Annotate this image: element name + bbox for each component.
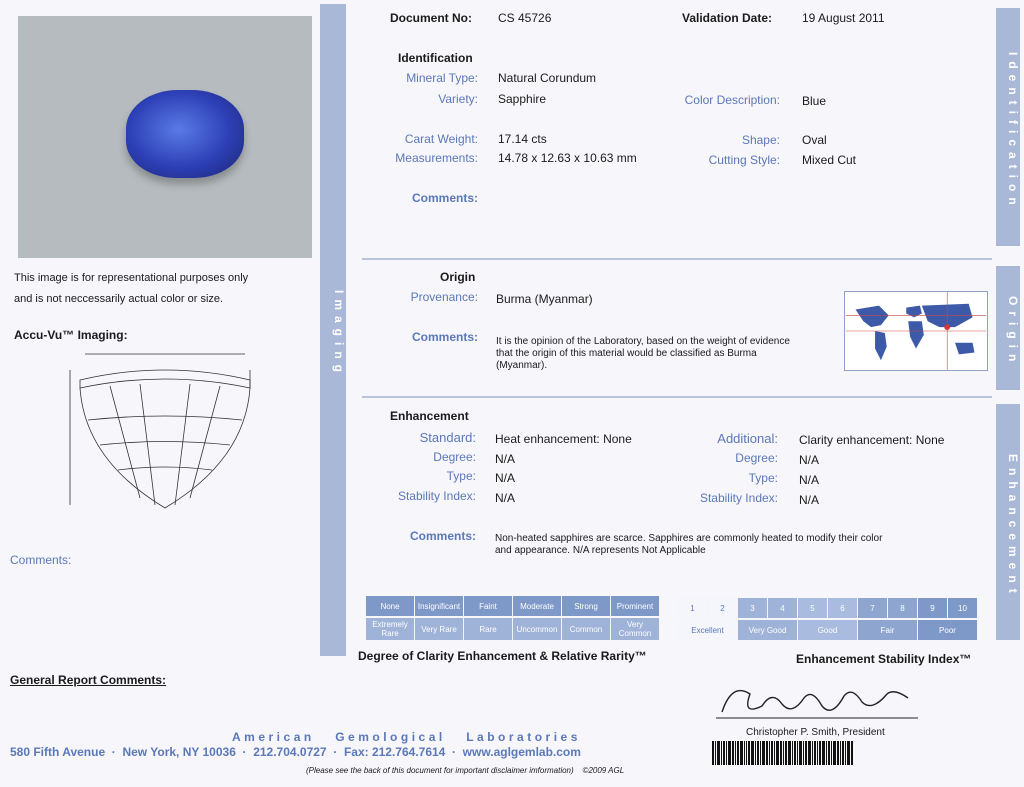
measurements-label: Measurements: bbox=[395, 151, 478, 165]
stability-grade: Poor bbox=[918, 620, 978, 640]
gem-photo bbox=[18, 16, 312, 258]
stability-grade: Fair bbox=[858, 620, 918, 640]
carat-value: 17.14 cts bbox=[498, 132, 547, 146]
stability-scale bbox=[678, 598, 978, 640]
cutting-style-value: Mixed Cut bbox=[802, 153, 857, 167]
additional-label: Additional: bbox=[717, 431, 778, 446]
doc-no: CS 45726 bbox=[498, 11, 552, 25]
stability-number: 5 bbox=[798, 598, 828, 618]
enhancement-comments-label: Comments: bbox=[409, 529, 476, 543]
standard-label: Standard: bbox=[419, 430, 476, 445]
validation-label: Validation Date: bbox=[682, 11, 773, 25]
clarity-cell: Insignificant bbox=[415, 596, 464, 616]
stability-number: 6 bbox=[828, 598, 858, 618]
degree-label: Degree: bbox=[433, 450, 476, 464]
identification-strip bbox=[996, 8, 1020, 246]
origin-comment-line-3: (Myanmar). bbox=[496, 360, 548, 371]
lab-address: 580 Fifth Avenue · New York, NY 10036 · 212.704.0727 · Fax: 212.764.7614 · www.aglgemlab.com bbox=[10, 745, 581, 759]
color-value: Blue bbox=[802, 94, 827, 108]
divider-2 bbox=[362, 396, 992, 398]
clarity-scale bbox=[366, 596, 660, 640]
variety-label: Variety: bbox=[438, 92, 478, 106]
accu-vu-diagram bbox=[40, 340, 300, 520]
world-map bbox=[844, 291, 988, 371]
imaging-strip bbox=[320, 4, 346, 656]
enhancement-strip bbox=[996, 404, 1020, 640]
rarity-cell: Rare bbox=[464, 618, 513, 640]
degree-label-2: Degree: bbox=[735, 451, 778, 465]
measurements-value: 14.78 x 12.63 x 10.63 mm bbox=[498, 151, 637, 165]
barcode bbox=[712, 741, 916, 765]
doc-no-label: Document No: bbox=[390, 11, 472, 25]
stability-label: Stability Index: bbox=[397, 489, 476, 503]
type-value: N/A bbox=[495, 471, 516, 485]
stability-number: 4 bbox=[768, 598, 798, 618]
additional-value: Clarity enhancement: None bbox=[799, 433, 945, 447]
origin-comment bbox=[496, 336, 790, 372]
identification-strip-label: Identification bbox=[1006, 51, 1020, 211]
standard-value: Heat enhancement: None bbox=[495, 432, 632, 446]
photo-note-line-2: and is not neccessarily actual color or size. bbox=[14, 293, 224, 305]
origin-strip bbox=[996, 266, 1020, 390]
type-label-2: Type: bbox=[748, 471, 778, 485]
stability-number: 8 bbox=[888, 598, 918, 618]
stability-number: 3 bbox=[738, 598, 768, 618]
stability-number: 10 bbox=[948, 598, 978, 618]
stability-grade: Good bbox=[798, 620, 858, 640]
photo-note bbox=[14, 268, 248, 310]
origin-comment-line-2: that the origin of this material would be classified as Burma bbox=[496, 348, 757, 359]
rarity-cell: Very Common bbox=[611, 618, 660, 640]
left-comments-label: Comments: bbox=[10, 553, 72, 567]
identification-title: Identification bbox=[398, 51, 473, 65]
stability-number: 9 bbox=[918, 598, 948, 618]
shape-value: Oval bbox=[802, 133, 827, 147]
photo-note-line-1: This image is for representational purposes only bbox=[14, 272, 249, 284]
enhancement-strip-label: Enhancement bbox=[1006, 453, 1020, 599]
origin-title: Origin bbox=[440, 270, 476, 284]
stability-label-2: Stability Index: bbox=[699, 491, 778, 505]
general-report-comments: General Report Comments: bbox=[10, 673, 167, 687]
type-value-2: N/A bbox=[799, 473, 820, 487]
origin-strip-label: Origin bbox=[1006, 296, 1020, 368]
degree-value: N/A bbox=[495, 452, 516, 466]
stability-value-2: N/A bbox=[799, 493, 820, 507]
enhancement-comment-line-1: Non-heated sapphires are scarce. Sapphires are commonly heated to modify their color bbox=[495, 533, 883, 544]
type-label: Type: bbox=[446, 469, 476, 483]
stability-grade: Very Good bbox=[738, 620, 798, 640]
enhancement-comment-line-2: and appearance. N/A represents Not Applicable bbox=[495, 545, 706, 556]
clarity-cell: None bbox=[366, 596, 415, 616]
carat-label: Carat Weight: bbox=[404, 132, 478, 146]
clarity-cell: Faint bbox=[464, 596, 513, 616]
stability-scale-title: Enhancement Stability Index™ bbox=[796, 652, 972, 666]
imaging-title: Accu-Vu™ Imaging: bbox=[14, 328, 128, 342]
stability-number: 1 bbox=[678, 598, 708, 618]
origin-comment-line-1: It is the opinion of the Laboratory, based on the weight of evidence bbox=[496, 336, 790, 347]
rarity-cell: Very Rare bbox=[415, 618, 464, 640]
cutting-style-label: Cutting Style: bbox=[708, 153, 780, 167]
stability-number: 2 bbox=[708, 598, 738, 618]
mineral-label: Mineral Type: bbox=[406, 71, 478, 85]
divider-1 bbox=[362, 258, 992, 260]
imaging-strip-label: Imaging bbox=[332, 289, 346, 378]
rarity-cell: Common bbox=[562, 618, 611, 640]
rarity-cell: Uncommon bbox=[513, 618, 562, 640]
enhancement-title: Enhancement bbox=[390, 409, 469, 423]
stability-number: 7 bbox=[858, 598, 888, 618]
origin-comments-label: Comments: bbox=[411, 330, 478, 344]
variety-value: Sapphire bbox=[498, 92, 547, 106]
clarity-cell: Prominent bbox=[611, 596, 660, 616]
signature bbox=[712, 676, 922, 724]
clarity-cell: Strong bbox=[562, 596, 611, 616]
rarity-cell: Extremely Rare bbox=[366, 618, 415, 640]
enhancement-comment bbox=[495, 533, 882, 557]
clarity-scale-title: Degree of Clarity Enhancement & Relative Rarity™ bbox=[358, 649, 647, 663]
provenance-value: Burma (Myanmar) bbox=[496, 292, 593, 306]
stability-value: N/A bbox=[495, 491, 516, 505]
degree-value-2: N/A bbox=[799, 453, 820, 467]
clarity-cell: Moderate bbox=[513, 596, 562, 616]
validation-date: 19 August 2011 bbox=[802, 11, 885, 25]
disclaimer: (Please see the back of this document for important disclaimer imformation) ©2009 AGL bbox=[306, 766, 625, 775]
color-label: Color Description: bbox=[684, 93, 780, 107]
shape-label: Shape: bbox=[741, 133, 780, 147]
provenance-label: Provenance: bbox=[410, 290, 478, 304]
sapphire-image bbox=[126, 90, 244, 178]
identification-comments-label: Comments: bbox=[411, 191, 478, 205]
mineral-value: Natural Corundum bbox=[498, 71, 597, 85]
signer-name: Christopher P. Smith, President bbox=[746, 727, 885, 738]
stability-grade: Excellent bbox=[678, 620, 738, 640]
lab-name: American Gemological Laboratories bbox=[232, 730, 581, 744]
